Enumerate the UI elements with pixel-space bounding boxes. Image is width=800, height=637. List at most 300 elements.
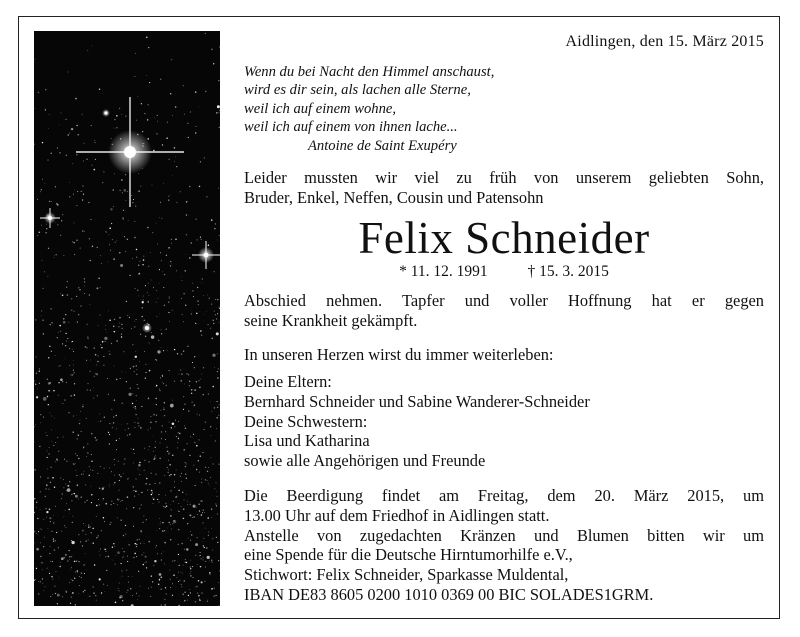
star-dot [45, 496, 46, 497]
star-dot [51, 441, 52, 442]
star-dot [78, 593, 79, 594]
star-dot [107, 262, 108, 263]
star-dot [149, 343, 150, 344]
star-dot [46, 228, 47, 229]
star-dot [134, 553, 136, 555]
star-dot [43, 333, 45, 335]
star-dot [76, 296, 77, 297]
star-dot [34, 427, 35, 428]
star-dot [117, 518, 118, 519]
star-dot [142, 131, 143, 132]
star-dot [45, 508, 46, 509]
star-dot [44, 272, 45, 273]
star-dot [125, 174, 126, 175]
star-dot [209, 574, 210, 575]
star-dot [76, 154, 78, 156]
star-dot [168, 453, 169, 454]
star-dot [141, 316, 143, 318]
star-dot [188, 410, 189, 411]
star-dot [165, 495, 166, 496]
star-dot [127, 496, 129, 498]
star-dot [90, 260, 91, 261]
star-dot [65, 527, 66, 528]
star-dot [69, 556, 70, 557]
star-dot [68, 134, 69, 135]
star-dot [159, 528, 160, 529]
star-dot [71, 567, 72, 568]
star-dot [105, 341, 106, 342]
star-dot [41, 189, 42, 190]
star-dot [47, 159, 48, 160]
star-dot [217, 105, 220, 108]
star-dot [38, 92, 40, 94]
star-dot [172, 523, 173, 524]
star-dot [105, 549, 106, 550]
star-dot [189, 257, 191, 259]
star-dot [166, 328, 167, 329]
star-dot [83, 446, 85, 448]
star-dot [132, 202, 133, 203]
family-line: Deine Eltern: [244, 372, 332, 391]
star-dot [184, 383, 185, 384]
star-dot [118, 490, 119, 491]
star-dot [156, 415, 157, 416]
star-dot [83, 591, 84, 592]
star-dot [147, 119, 148, 120]
star-dot [78, 561, 79, 562]
star-dot [91, 461, 92, 462]
star-dot [148, 397, 149, 398]
star-dot [79, 289, 80, 290]
star-dot [94, 376, 95, 377]
star-dot [156, 290, 157, 291]
star-dot [183, 409, 184, 410]
star-dot [113, 416, 114, 417]
star-dot [109, 244, 110, 245]
star-dot [164, 305, 165, 306]
star-dot [160, 202, 161, 203]
star-dot [217, 371, 218, 372]
star-dot [73, 373, 74, 374]
star-dot [82, 404, 83, 405]
star-dot [37, 199, 38, 200]
star-dot [108, 311, 109, 312]
star-dot [64, 358, 65, 359]
star-dot [127, 423, 128, 424]
farewell-line: Abschied nehmen. Tapfer und voller Hoffnung hat er gegen [244, 291, 764, 310]
star-dot [74, 372, 75, 373]
star-dot [41, 529, 42, 530]
star-dot [172, 115, 173, 116]
star-dot [57, 603, 58, 604]
star-dot [66, 155, 68, 157]
star-dot [55, 461, 56, 462]
star-dot [195, 126, 196, 127]
star-dot [62, 403, 63, 404]
star-dot [111, 138, 112, 139]
star-dot [102, 488, 104, 490]
star-dot [49, 509, 51, 511]
star-dot [62, 381, 64, 383]
star-dot [140, 586, 141, 587]
star-dot [160, 377, 161, 378]
star-dot [65, 119, 66, 120]
star-dot [189, 589, 190, 590]
star-dot [181, 584, 182, 585]
star-dot [160, 458, 161, 459]
star-dot [121, 114, 122, 115]
star-dot [173, 500, 174, 501]
star-dot [186, 373, 187, 374]
star-dot [193, 516, 194, 517]
star-dot [79, 420, 80, 421]
star-dot [84, 231, 85, 232]
star-dot [113, 503, 114, 504]
star-dot [113, 258, 114, 259]
star-dot [181, 280, 182, 281]
star-dot [103, 498, 104, 499]
star-dot [212, 463, 213, 464]
star-dot [87, 389, 88, 390]
star-dot [47, 379, 48, 380]
star-dot [187, 600, 188, 601]
star-dot [43, 590, 44, 591]
star-dot [156, 133, 157, 134]
star-dot [111, 343, 112, 344]
star-dot [72, 341, 73, 342]
star-dot [48, 128, 49, 129]
star-dot [211, 219, 212, 220]
star-dot [216, 491, 217, 492]
star-dot [217, 353, 218, 354]
star-dot [48, 357, 50, 359]
star-dot [35, 579, 36, 580]
star-dot [40, 581, 41, 582]
star-dot [134, 427, 135, 428]
star-dot [87, 500, 88, 501]
star-dot [213, 323, 214, 324]
star-dot [113, 326, 115, 328]
star-dot [190, 540, 191, 541]
star-dot [122, 500, 123, 501]
star-dot [212, 354, 215, 357]
star-dot [109, 234, 110, 235]
star-dot [148, 449, 149, 450]
star-dot [81, 497, 82, 498]
star-dot [185, 562, 186, 563]
family-line: Deine Schwestern: [244, 411, 368, 431]
star-dot [212, 386, 214, 388]
star-dot [91, 433, 92, 434]
star-dot [203, 522, 204, 523]
star-dot [162, 522, 163, 523]
star-dot [91, 532, 92, 533]
star-dot [170, 261, 172, 263]
star-dot [155, 441, 156, 442]
star-dot [74, 394, 75, 395]
star-dot [136, 556, 137, 557]
star-dot [168, 247, 169, 248]
star-dot [196, 381, 198, 383]
star-dot [156, 385, 158, 387]
star-dot [172, 583, 173, 584]
star-dot [133, 359, 134, 360]
star-dot [179, 580, 180, 581]
star-dot [36, 568, 37, 569]
star-dot [155, 398, 156, 399]
star-dot [219, 570, 220, 571]
star-dot [85, 525, 86, 526]
star-dot [196, 469, 197, 470]
star-dot [176, 436, 177, 437]
star-dot [216, 417, 218, 419]
star-dot [159, 518, 160, 519]
star-dot [159, 573, 162, 576]
star-dot [145, 364, 146, 365]
star-dot [157, 316, 158, 317]
star-dot [217, 514, 218, 515]
star-dot [136, 593, 137, 594]
star-dot [59, 152, 60, 153]
star-dot [42, 320, 43, 321]
star-dot [146, 519, 147, 520]
star-dot [144, 470, 145, 471]
star-dot [71, 493, 73, 495]
star-dot [165, 385, 166, 386]
star-dot [208, 483, 209, 484]
star-dot [86, 541, 87, 542]
star-dot [63, 436, 64, 437]
star-dot [39, 232, 41, 234]
star-dot [132, 393, 133, 394]
intro-line: Leider mussten wir viel zu früh von unserem geliebten Sohn, [244, 168, 764, 187]
star-dot [64, 557, 65, 558]
star-dot [58, 395, 59, 396]
star-dot [86, 418, 87, 419]
star-dot [153, 150, 154, 151]
star-dot [113, 422, 114, 423]
star-dot [186, 477, 188, 479]
star-dot [84, 285, 85, 286]
star-dot [187, 501, 188, 502]
star-dot [77, 572, 78, 573]
star-dot [49, 553, 50, 554]
star-dot [113, 484, 114, 485]
star-dot [196, 537, 197, 538]
star-dot [69, 481, 70, 482]
star-dot [136, 395, 137, 396]
star-dot [105, 329, 106, 330]
star-dot [47, 468, 48, 469]
star-dot [96, 505, 98, 507]
star-dot [157, 553, 158, 554]
star-dot [37, 389, 38, 390]
star-dot [38, 581, 39, 582]
star-dot [46, 517, 47, 518]
star-dot [106, 332, 107, 333]
star-dot [128, 393, 131, 396]
star-dot [168, 460, 169, 461]
star-dot [156, 223, 157, 224]
star-dot [176, 470, 177, 471]
star-dot [88, 202, 89, 203]
star-dot [145, 285, 146, 286]
star-dot [189, 385, 190, 386]
star-dot [111, 223, 112, 224]
star-dot [142, 264, 144, 266]
star-dot [212, 320, 214, 322]
star-dot [69, 582, 70, 583]
star-dot [114, 331, 116, 333]
star-dot [204, 512, 205, 513]
star-dot [152, 492, 153, 493]
star-dot [85, 534, 86, 535]
star-dot [92, 246, 93, 247]
star-dot [95, 142, 96, 143]
star-dot [48, 382, 49, 383]
star-dot [218, 307, 219, 308]
star-dot [197, 239, 198, 240]
star-dot [161, 604, 162, 605]
poem-quote [244, 63, 494, 155]
star-dot [134, 321, 135, 322]
star-dot [47, 477, 48, 478]
star-dot [74, 242, 75, 243]
star-dot [152, 497, 153, 498]
star-dot [136, 257, 137, 258]
star-dot [96, 287, 98, 289]
star-dot [76, 125, 77, 126]
star-dot [119, 252, 120, 253]
star-dot [149, 82, 150, 83]
star-dot [217, 240, 218, 241]
star-dot [114, 119, 115, 120]
star-dot [175, 420, 176, 421]
star-dot [111, 409, 112, 410]
star-dot [99, 413, 100, 414]
star-dot [205, 561, 206, 562]
star-dot [41, 562, 43, 564]
star-dot [69, 365, 70, 366]
star-dot [79, 576, 80, 577]
star-dot [88, 524, 89, 525]
star-dot [195, 218, 196, 219]
star-dot [121, 570, 122, 571]
star-dot [72, 163, 73, 164]
star-dot [219, 404, 220, 405]
star-dot [128, 576, 129, 577]
star-dot [150, 428, 151, 429]
star-dot [170, 404, 174, 408]
star-dot [73, 360, 74, 361]
star-dot [64, 400, 65, 401]
star-dot [89, 238, 90, 239]
star-dot [193, 577, 194, 578]
star-dot [171, 59, 173, 61]
star-dot [73, 351, 74, 352]
star-dot [75, 98, 77, 100]
star-dot [134, 371, 135, 372]
star-dot [173, 574, 174, 575]
star-dot [78, 314, 79, 315]
star-dot [154, 458, 155, 459]
star-dot [101, 263, 102, 264]
star-dot [117, 504, 118, 505]
star-dot [170, 539, 172, 541]
star-dot [146, 37, 148, 39]
star-dot [166, 137, 168, 139]
star-dot [192, 517, 193, 518]
star-dot [151, 587, 152, 588]
star-dot [199, 510, 200, 511]
star-dot [61, 498, 62, 499]
star-dot [137, 599, 138, 600]
star-dot [81, 577, 82, 578]
star-dot [184, 549, 185, 550]
star-dot [120, 563, 121, 564]
star-dot [36, 373, 37, 374]
star-dot [73, 194, 74, 195]
star-dot [201, 282, 202, 283]
star-dot [132, 595, 133, 596]
star-dot [193, 296, 194, 297]
star-dot [163, 409, 164, 410]
star-dot [44, 537, 45, 538]
star-dot [43, 546, 44, 547]
star-dot [190, 592, 191, 593]
star-dot [56, 254, 57, 255]
funeral-line: eine Spende für die Deutsche Hirntumorhilfe e.V., [244, 545, 573, 565]
star-dot [201, 514, 202, 515]
star-dot [65, 314, 66, 315]
star-dot [60, 562, 61, 563]
star-dot [214, 587, 216, 589]
star-dot [164, 402, 166, 404]
star-dot [204, 547, 205, 548]
star-dot [174, 381, 175, 382]
star-dot [43, 519, 44, 520]
star-dot [149, 541, 150, 542]
star-dot [149, 461, 150, 462]
star-dot [56, 459, 57, 460]
star-dot [98, 278, 99, 279]
star-dot [203, 295, 204, 296]
farewell-line: seine Krankheit gekämpft. [244, 310, 418, 330]
star-dot [216, 537, 217, 538]
star-dot [172, 455, 173, 456]
star-dot [135, 53, 136, 54]
star-dot [219, 110, 220, 111]
star-dot [100, 549, 101, 550]
star-dot [166, 447, 167, 448]
star-dot [34, 469, 35, 470]
star-dot [201, 373, 202, 374]
star-dot [77, 321, 78, 322]
star-dot [109, 227, 111, 229]
star-dot [139, 273, 140, 274]
star-dot [149, 342, 150, 343]
star-dot [210, 426, 212, 428]
star-dot [109, 423, 110, 424]
star-dot [139, 470, 140, 471]
star-dot [77, 484, 79, 486]
star-dot [82, 230, 83, 231]
star-dot [217, 496, 218, 497]
star-dot [153, 503, 154, 504]
star-dot [195, 555, 196, 556]
star-dot [127, 315, 128, 316]
star-dot [183, 85, 184, 86]
